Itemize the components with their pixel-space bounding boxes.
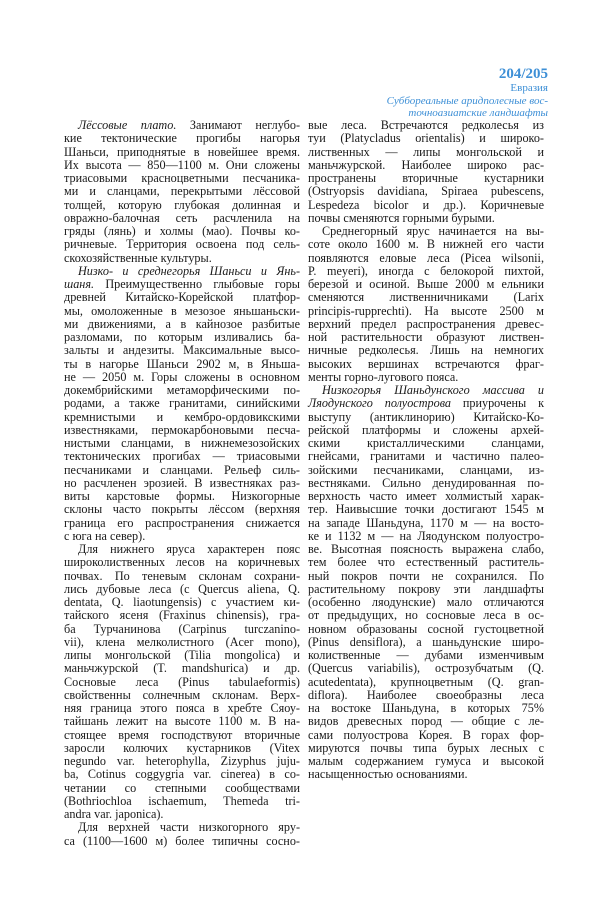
body-text: ный покров почти не сохранился. По: [308, 568, 544, 583]
text-line: [308, 344, 544, 357]
text-line: [308, 159, 544, 172]
body-text: тайшань лежит на высоте 1100 м. В на-: [64, 714, 300, 729]
body-text: с юга на север).: [64, 528, 146, 543]
page-numbers: 204/205: [498, 66, 548, 82]
body-text: зальты и андезиты. Максимальные высо-: [64, 343, 300, 358]
text-line: [308, 477, 544, 490]
body-text: Их высота — 850—1100 м. Они сложены: [64, 157, 300, 172]
text-line: [308, 503, 544, 516]
subsection-title-line-1: Суббореальные аридполесные вос-: [386, 94, 548, 107]
body-text: почвы сменяются горными бурыми.: [308, 210, 495, 225]
text-line: [308, 146, 544, 159]
body-text: растительному покрову эти ландшафты: [308, 581, 544, 596]
text-line: [308, 185, 544, 198]
body-text: кремнистыми и кембро-ордовикскими: [64, 409, 300, 424]
text-line: [64, 159, 300, 172]
text-line: [64, 212, 300, 225]
text-line: [308, 411, 544, 424]
text-line: [64, 676, 300, 689]
body-text: свойственны солнечным склонам. Верх-: [64, 687, 300, 702]
body-text: principis-rupprechti). На высоте 2500 м: [308, 303, 544, 318]
text-line: [308, 570, 544, 583]
paragraph: [308, 119, 544, 225]
body-text: вые леса. Встречаются редколесья из: [308, 118, 544, 132]
body-text: (Pinus densiflora), а шаньдунские широ-: [308, 634, 544, 649]
text-line: [308, 464, 544, 477]
text-line: [308, 623, 544, 636]
body-text: маньчжурской (T. mandshurica) и др.: [64, 661, 300, 676]
body-text: ничные редколесья. Лишь на немногих: [308, 343, 544, 358]
body-text: приурочены к: [451, 396, 544, 411]
body-text: колиственные — дубами изменчивым: [308, 648, 544, 662]
body-text: граница его распространения снижается: [64, 515, 300, 530]
text-line: [308, 318, 544, 331]
text-line: [64, 358, 300, 371]
text-line: [308, 371, 544, 384]
text-line: [308, 265, 544, 278]
body-text: Преимущественно глыбовые горы: [94, 277, 300, 291]
body-text: верхний предел распространения древес-: [308, 316, 544, 331]
text-line: [308, 490, 544, 503]
body-text: лиственных — липы монгольской и: [308, 144, 544, 159]
body-text: высоких вершинах встречаются фраг-: [308, 356, 544, 371]
body-text: толщей, которую глубокая долинная и: [64, 197, 300, 212]
body-text: Среднегорный ярус начинается на вы-: [322, 224, 544, 238]
text-line: [64, 146, 300, 159]
body-text: триасовыми красноцветными песчаника-: [64, 171, 300, 185]
body-text: родами, а также гранитами, синийскими: [64, 396, 300, 411]
body-text: пространены вторичные кустарники: [308, 171, 544, 185]
text-line: [64, 821, 300, 834]
italic-heading: Лёссовые плато.: [78, 118, 177, 132]
body-text: Для нижнего яруса характерен пояс: [78, 542, 300, 556]
italic-heading: Низко- и среднегорья Шаньси и Янь-: [78, 263, 300, 278]
text-line: [64, 477, 300, 490]
text-line: [64, 503, 300, 516]
text-line: [64, 623, 300, 636]
body-text: широколиственных лесов на коричневых: [64, 555, 300, 570]
body-text: выступу (антиклинорию) Китайско-Ко-: [308, 409, 544, 424]
text-line: [64, 450, 300, 463]
body-text: Занимают неглубо-: [176, 118, 301, 132]
text-line: [308, 662, 544, 675]
text-line: [64, 835, 300, 848]
text-line: [64, 729, 300, 742]
body-text: вестняками. Сильно денудированная по-: [308, 475, 544, 490]
text-line: [64, 808, 300, 821]
text-line: [308, 729, 544, 742]
body-text: са (1100—1600 м) более типичны сосно-: [64, 833, 300, 848]
text-line: [64, 596, 300, 609]
body-text: докембрийскими метаморфическими по-: [64, 383, 300, 397]
body-text: ке и 1132 м — на Ляодунском полуостро-: [308, 528, 544, 543]
text-line: [308, 517, 544, 530]
body-text: Сосновые леса (Pinus tabulaeformis): [64, 674, 300, 689]
body-text: Шаньси, приподнятые в новейшее время.: [64, 144, 300, 159]
text-line: [64, 782, 300, 795]
body-text: гряды (лянь) и холмы (мао). Почвы ко-: [64, 224, 300, 238]
text-line: [64, 252, 300, 265]
body-text: насыщенностью основаниями.: [308, 767, 468, 782]
body-text: виты карстовые формы. Низкогорные: [64, 489, 300, 503]
body-text: почвах. По теневым склонам сохрани-: [64, 568, 300, 583]
text-line: [308, 358, 544, 371]
text-line: [64, 119, 300, 132]
text-line: [64, 715, 300, 728]
text-line: [308, 543, 544, 556]
body-text: Для верхней части низкогорного яру-: [78, 820, 300, 835]
body-text: ba, Cotinus coggygria var. cinerea) в со-: [64, 767, 300, 782]
body-text: ве. Высотная поясность выражена слабо,: [308, 542, 544, 556]
body-text: (Bothriochloa ischaemum, Themeda tri-: [64, 793, 300, 808]
body-text: от предыдущих, но сосновые леса в ос-: [308, 608, 544, 623]
body-text: не — 2050 м. Горы сложены в основном: [64, 369, 300, 384]
body-text: (Quercus variabilis), острозубчатым (Q.: [308, 661, 544, 676]
body-text: заросли колючих кустарников (Vitex: [64, 740, 300, 755]
body-text: (особенно ляодунские) мало отличаются: [308, 595, 544, 609]
text-line: [64, 649, 300, 662]
body-text: vii), клена мелколистного (Acer mono),: [64, 634, 300, 649]
text-line: [308, 199, 544, 212]
text-line: [308, 132, 544, 145]
running-header: [387, 66, 548, 120]
text-line: [64, 318, 300, 331]
section-title: Евразия: [510, 82, 548, 94]
text-line: [64, 132, 300, 145]
paragraph: [308, 225, 544, 384]
body-text: на западе Шаньдуна, 1170 м — на восто-: [308, 515, 544, 530]
text-line: [308, 291, 544, 304]
text-line: [64, 464, 300, 477]
body-text: тер. Наивысшие точки достигают 1545 м: [308, 502, 544, 517]
body-text: зойскими песчаниками, сланцами, из-: [308, 462, 544, 477]
text-column-right: [308, 119, 544, 782]
text-line: [308, 583, 544, 596]
text-line: [308, 172, 544, 185]
text-line: [64, 755, 300, 768]
body-text: древней Китайско-Корейской платфор-: [64, 290, 300, 305]
paragraph: [308, 384, 544, 782]
body-text: стоящее время господствуют вторичные: [64, 727, 300, 742]
text-line: [308, 676, 544, 689]
text-line: [308, 450, 544, 463]
body-text: четании со степными сообществами: [64, 780, 300, 795]
body-text: ми движениями, а в кайнозое разбитые: [64, 316, 300, 331]
body-text: овражно-балочная сеть расчленила на: [64, 210, 300, 225]
body-text: на востоке Шаньдуна, в которых 75%: [308, 701, 544, 715]
text-line: [64, 490, 300, 503]
text-line: [64, 636, 300, 649]
paragraph: [64, 119, 300, 265]
body-text: видов древесных пород — общие с ле-: [308, 714, 544, 729]
body-text: diflora). Наиболее своеобразны леса: [308, 687, 544, 702]
body-text: тектонических прогибах — триасовыми: [64, 449, 300, 464]
text-line: [64, 702, 300, 715]
body-text: няя граница этого пояса в хребте Сяоу-: [64, 701, 300, 715]
text-line: [64, 517, 300, 530]
body-text: (Ostryopsis davidiana, Spiraea pubescens,: [308, 184, 544, 199]
text-line: [64, 411, 300, 424]
text-line: [308, 252, 544, 265]
paragraph: [64, 543, 300, 821]
body-text: negundo var. heterophylla, Zizyphus juju-: [64, 754, 300, 768]
text-line: [64, 543, 300, 556]
body-text: скими кристаллическими сланцами,: [308, 436, 544, 450]
text-line: [64, 278, 300, 291]
text-line: [64, 331, 300, 344]
text-line: [64, 291, 300, 304]
text-line: [308, 278, 544, 291]
body-text: Lespedeza bicolor и др.). Коричневые: [308, 197, 544, 212]
text-line: [64, 225, 300, 238]
text-line: [64, 530, 300, 543]
body-text: появляются еловые леса (Picea wilsonii,: [308, 250, 544, 265]
body-text: скохозяйственные культуры.: [64, 250, 212, 265]
body-text: но расчленен эрозией. В известняках раз-: [64, 475, 300, 490]
text-line: [64, 384, 300, 397]
body-text: склоны часто покрыты лёссом (верхняя: [64, 502, 300, 517]
text-line: [64, 397, 300, 410]
text-line: [308, 596, 544, 609]
body-text: acutedentata), крупноцветным (Q. gran-: [308, 674, 544, 689]
body-text: новном образованы сосной густоцветной: [308, 621, 544, 636]
body-text: разломами, по которым изливались ба-: [64, 330, 300, 344]
body-text: ты в нагорье Шаньси 2902 м, в Яньша-: [64, 356, 300, 371]
body-text: маньчжурской. Наиболее широко рас-: [308, 157, 544, 172]
text-column-left: [64, 119, 300, 848]
italic-heading: шаня.: [64, 277, 95, 291]
text-line: [64, 172, 300, 185]
body-text: песчаниками и сланцами. Рельеф силь-: [64, 462, 300, 477]
text-line: [64, 344, 300, 357]
body-text: ричневые. Территория освоена под сель-: [64, 237, 300, 252]
text-line: [64, 609, 300, 622]
text-line: [308, 715, 544, 728]
text-line: [308, 636, 544, 649]
body-text: кие тектонические прогибы нагорья: [64, 131, 300, 146]
text-line: [64, 570, 300, 583]
text-line: [308, 397, 544, 410]
body-text: мы, омоложенные в мезозое яньшаньски-: [64, 303, 300, 318]
text-line: [64, 437, 300, 450]
text-line: [64, 185, 300, 198]
body-text: ми и сланцами, перекрытыми лёссовой: [64, 184, 300, 199]
text-line: [308, 768, 544, 781]
text-line: [64, 742, 300, 755]
text-line: [64, 265, 300, 278]
text-line: [64, 556, 300, 569]
text-line: [64, 371, 300, 384]
text-line: [308, 755, 544, 768]
body-text: березой и осиной. Выше 2000 м ельники: [308, 277, 544, 291]
text-line: [308, 238, 544, 251]
text-line: [308, 424, 544, 437]
text-line: [64, 199, 300, 212]
text-line: [308, 305, 544, 318]
italic-heading: Ляодунского полуострова: [308, 396, 451, 411]
body-text: andra var. japonica).: [64, 807, 164, 821]
text-line: [308, 609, 544, 622]
body-text: тайского ясеня (Fraxinus chinensis), гра-: [64, 608, 300, 623]
body-text: верхность часто имеет холмистый харак-: [308, 489, 544, 503]
body-text: ба Турчанинова (Carpinus turczanino-: [64, 621, 300, 636]
body-text: P. meyeri), иногда с белокорой пихтой,: [308, 263, 544, 278]
body-text: сами полуострова Корея. В горах фор-: [308, 727, 544, 742]
body-text: тем более что естественный раститель-: [308, 555, 544, 570]
text-line: [64, 795, 300, 808]
body-text: липы монгольской (Tilia mongolica) и: [64, 648, 300, 662]
text-line: [308, 742, 544, 755]
body-text: dentata, Q. liaotungensis) с участием ки-: [64, 595, 300, 609]
text-line: [308, 384, 544, 397]
text-line: [308, 212, 544, 225]
text-line: [64, 424, 300, 437]
body-text: малым содержанием гумуса и высокой: [308, 754, 544, 768]
text-line: [64, 662, 300, 675]
body-text: рейской платформы и сложены архей-: [308, 422, 544, 437]
text-line: [308, 702, 544, 715]
text-line: [308, 530, 544, 543]
body-text: менты горно-лугового пояса.: [308, 369, 459, 384]
paragraph: [64, 265, 300, 543]
text-line: [308, 437, 544, 450]
paragraph: [64, 821, 300, 848]
text-line: [308, 689, 544, 702]
text-line: [64, 305, 300, 318]
text-line: [64, 583, 300, 596]
text-line: [308, 119, 544, 132]
text-line: [308, 331, 544, 344]
body-text: нистыми сланцами, в нижнемезозойских: [64, 436, 300, 450]
body-text: сменяются лиственничниками (Larix: [308, 290, 544, 305]
body-text: известняками, пермокарбоновыми песча-: [64, 422, 300, 437]
text-line: [64, 238, 300, 251]
text-line: [308, 649, 544, 662]
body-text: туи (Platycladus orientalis) и широко-: [308, 131, 544, 146]
body-text: лись дубовые леса (с Quercus aliena, Q.: [64, 581, 300, 596]
body-text: гнейсами, гранитами и частично палео-: [308, 449, 544, 464]
subsection-title-line-2: точноазиатские ландшафты: [408, 107, 548, 119]
italic-heading: Низкогорья Шаньдунского массива и: [322, 383, 544, 397]
text-line: [64, 689, 300, 702]
body-text: мируются почвы типа бурых лесных с: [308, 740, 544, 755]
body-text: соте около 1600 м. В нижней его части: [308, 237, 544, 252]
text-line: [308, 225, 544, 238]
text-line: [64, 768, 300, 781]
body-text: ной растительности образуют листвен-: [308, 330, 544, 344]
text-line: [308, 556, 544, 569]
